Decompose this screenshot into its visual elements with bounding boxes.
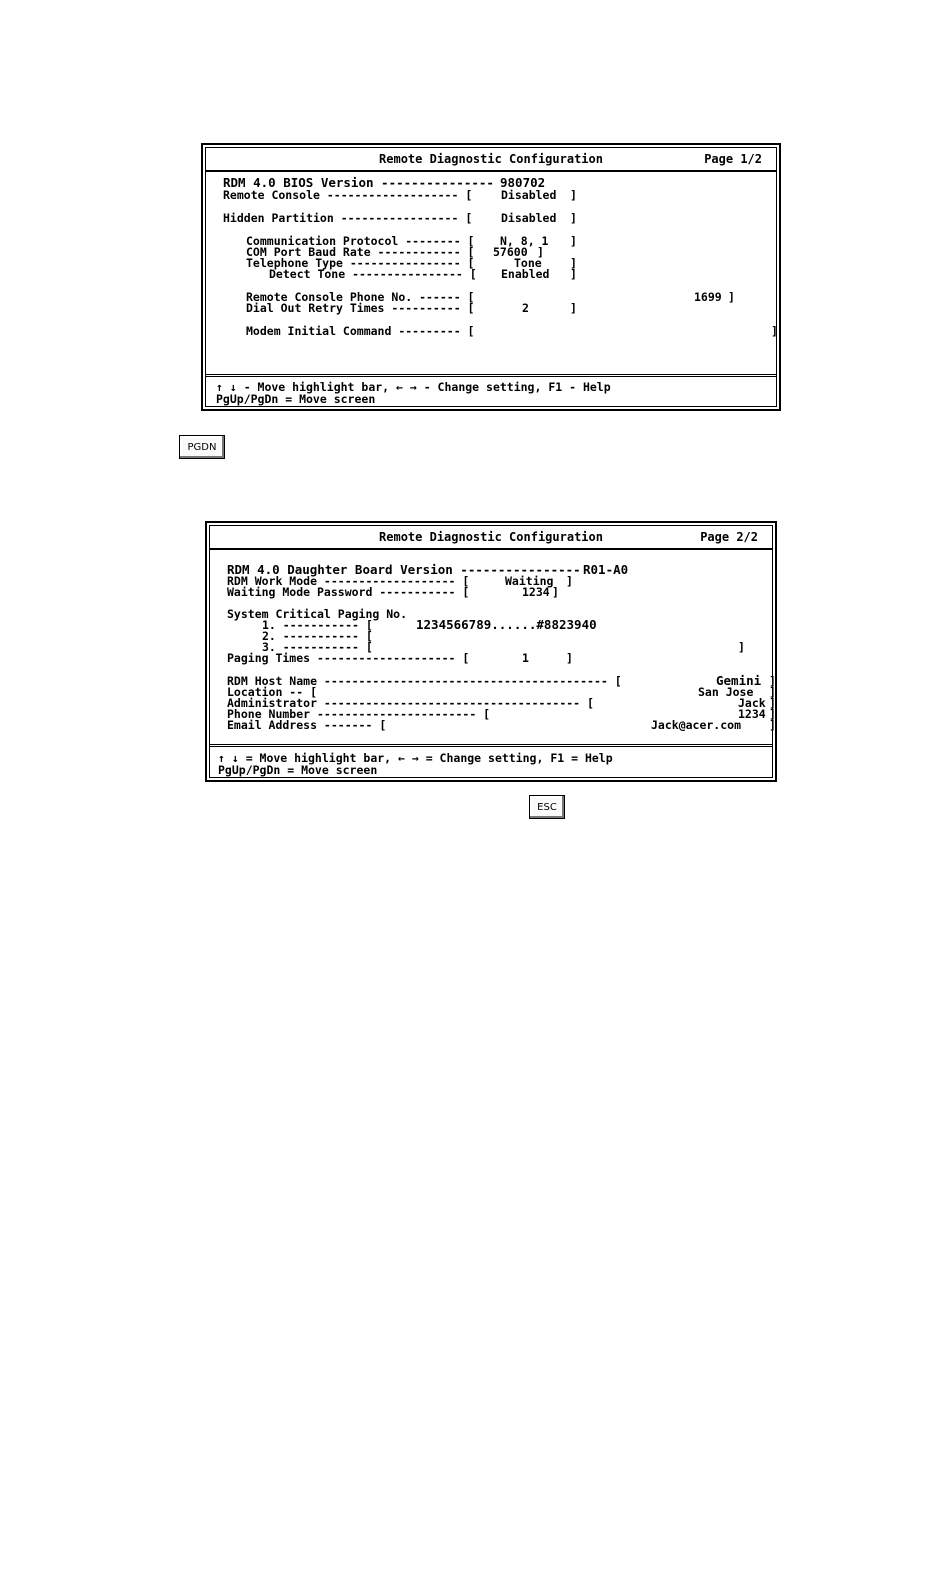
waiting-password-close: ] bbox=[552, 585, 559, 599]
daughter-board-value: R01-A0 bbox=[583, 562, 629, 577]
communication-protocol-value[interactable]: N, 8, 1 bbox=[500, 234, 549, 248]
settings-list bbox=[210, 551, 776, 741]
phone-number-value[interactable]: 1699 bbox=[694, 290, 722, 304]
email-address-label: Email Address ------- [ bbox=[227, 718, 387, 732]
modem-command-label: Modem Initial Command --------- [ bbox=[246, 324, 475, 338]
host-name-label: RDM Host Name ----------------------------------------- [ bbox=[227, 674, 622, 688]
host-name-close: ] bbox=[769, 674, 776, 688]
administrator-close: ] bbox=[769, 696, 776, 710]
config-screen-page-1 bbox=[201, 143, 781, 411]
dial-retry-value[interactable]: 2 bbox=[522, 301, 529, 315]
communication-protocol-close: ] bbox=[570, 234, 577, 248]
remote-console-label: Remote Console ------------------- [ bbox=[223, 188, 473, 202]
administrator-label: Administrator ------------------------------------- [ bbox=[227, 696, 594, 710]
telephone-type-close: ] bbox=[570, 256, 577, 270]
title-bar bbox=[206, 148, 776, 172]
communication-protocol-label: Communication Protocol -------- [ bbox=[246, 234, 475, 248]
settings-list bbox=[206, 173, 776, 373]
help-text-navigation: ↑ ↓ = Move highlight bar, ← → = Change setting, F1 = Help bbox=[218, 751, 613, 765]
bios-version-value: 980702 bbox=[500, 175, 546, 190]
pgdn-key-label: PGDN bbox=[187, 441, 217, 453]
paging-number-1-label: 1. ----------- [ bbox=[262, 618, 373, 632]
help-footer bbox=[210, 744, 772, 782]
esc-key-label: ESC bbox=[537, 801, 557, 813]
paging-times-row[interactable] bbox=[210, 652, 772, 664]
work-mode-label: RDM Work Mode ------------------- [ bbox=[227, 574, 470, 588]
location-close: ] bbox=[769, 685, 776, 699]
waiting-password-value[interactable]: 1234 bbox=[522, 585, 550, 599]
baud-rate-label: COM Port Baud Rate ------------ [ bbox=[246, 245, 475, 259]
waiting-password-label: Waiting Mode Password ----------- [ bbox=[227, 585, 470, 599]
hidden-partition-label: Hidden Partition ----------------- [ bbox=[223, 211, 473, 225]
screen-title: Remote Diagnostic Configuration bbox=[379, 152, 603, 166]
phone-number-label: Phone Number ----------------------- [ bbox=[227, 707, 491, 721]
hidden-partition-close: ] bbox=[570, 211, 577, 225]
hidden-partition-value[interactable]: Disabled bbox=[501, 211, 557, 225]
dial-retry-label: Dial Out Retry Times ---------- [ bbox=[246, 301, 475, 315]
title-bar bbox=[210, 526, 772, 550]
waiting-password-row[interactable] bbox=[210, 586, 772, 598]
page-indicator: Page 2/2 bbox=[700, 530, 758, 544]
help-line-2 bbox=[210, 764, 772, 776]
telephone-type-label: Telephone Type ---------------- [ bbox=[246, 256, 475, 270]
daughter-board-label: RDM 4.0 Daughter Board Version ---------------- bbox=[227, 562, 581, 577]
help-text-navigation: ↑ ↓ - Move highlight bar, ← → - Change setting, F1 - Help bbox=[216, 380, 611, 394]
location-label: Location -- [ bbox=[227, 685, 318, 699]
esc-key[interactable] bbox=[529, 795, 565, 819]
paging-times-value[interactable]: 1 bbox=[522, 651, 529, 665]
host-name-value[interactable]: Gemini bbox=[716, 673, 762, 688]
screen-title: Remote Diagnostic Configuration bbox=[379, 530, 603, 544]
paging-number-3-close: ] bbox=[738, 640, 745, 654]
pgdn-key[interactable] bbox=[179, 435, 225, 459]
remote-console-value[interactable]: Disabled bbox=[501, 188, 557, 202]
baud-rate-value[interactable]: 57600 bbox=[493, 245, 528, 259]
dial-retry-close: ] bbox=[570, 301, 577, 315]
hidden-partition-row[interactable] bbox=[206, 212, 776, 224]
baud-rate-close: ] bbox=[537, 245, 544, 259]
phone-number-value[interactable]: 1234 bbox=[738, 707, 766, 721]
paging-number-3-label: 3. ----------- [ bbox=[262, 640, 373, 654]
modem-command-close: ] bbox=[771, 324, 778, 338]
administrator-value[interactable]: Jack bbox=[738, 696, 766, 710]
help-text-paging: PgUp/PgDn = Move screen bbox=[216, 392, 376, 406]
detect-tone-close: ] bbox=[570, 267, 577, 281]
paging-times-label: Paging Times -------------------- [ bbox=[227, 651, 470, 665]
paging-header: System Critical Paging No. bbox=[227, 607, 408, 621]
detect-tone-row[interactable] bbox=[206, 268, 776, 280]
email-address-row[interactable] bbox=[210, 718, 776, 732]
page-indicator: Page 1/2 bbox=[704, 152, 762, 166]
paging-times-close: ] bbox=[566, 651, 573, 665]
location-value[interactable]: San Jose bbox=[698, 685, 754, 699]
remote-console-row[interactable] bbox=[206, 189, 776, 201]
modem-command-row[interactable] bbox=[206, 325, 776, 337]
help-footer bbox=[206, 374, 776, 411]
help-text-paging: PgUp/PgDn = Move screen bbox=[218, 763, 378, 777]
remote-console-close: ] bbox=[570, 188, 577, 202]
dial-retry-row[interactable] bbox=[206, 302, 776, 314]
work-mode-close: ] bbox=[566, 574, 573, 588]
telephone-type-value[interactable]: Tone bbox=[514, 256, 542, 270]
config-screen-page-2 bbox=[205, 521, 777, 782]
help-line-2 bbox=[206, 393, 776, 405]
work-mode-value[interactable]: Waiting bbox=[505, 574, 554, 588]
paging-number-1-value[interactable]: 1234566789......#8823940 bbox=[416, 617, 597, 632]
detect-tone-label: Detect Tone ---------------- [ bbox=[269, 267, 477, 281]
email-address-close: ] bbox=[769, 718, 776, 732]
phone-number-close: ] bbox=[728, 290, 735, 304]
phone-number-close: ] bbox=[769, 707, 776, 721]
bios-version-label: RDM 4.0 BIOS Version --------------- bbox=[223, 175, 494, 190]
detect-tone-value[interactable]: Enabled bbox=[501, 267, 550, 281]
phone-number-label: Remote Console Phone No. ------ [ bbox=[246, 290, 475, 304]
email-address-value[interactable]: Jack@acer.com bbox=[651, 718, 742, 732]
paging-number-2-label: 2. ----------- [ bbox=[262, 629, 373, 643]
